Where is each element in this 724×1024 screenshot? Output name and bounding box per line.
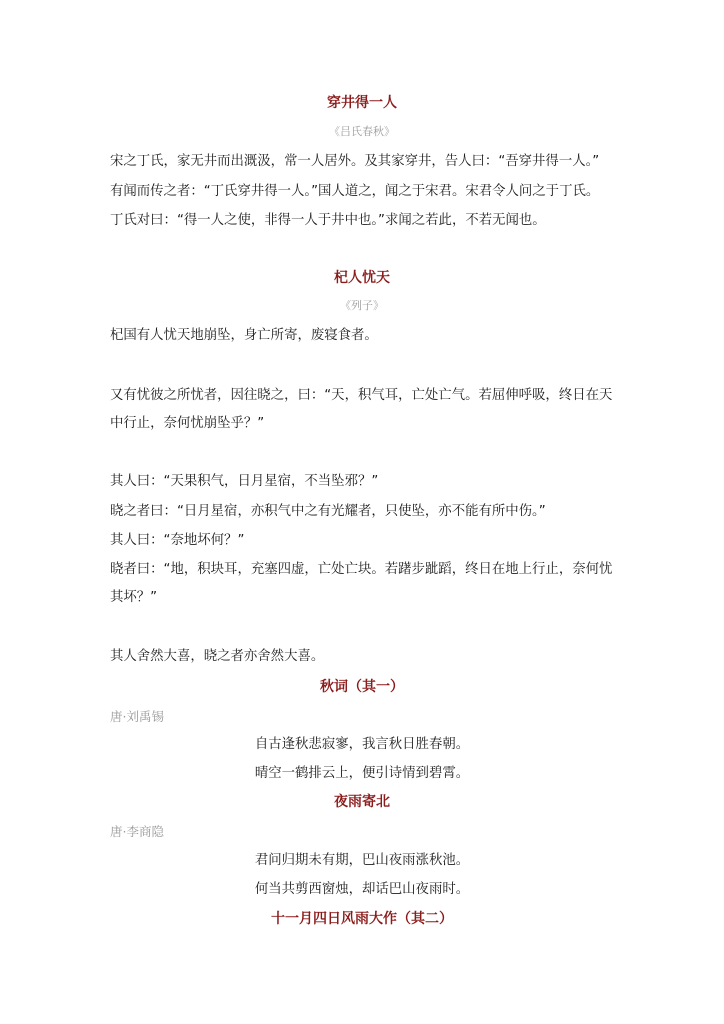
poem-verse: 晴空一鹤排云上，便引诗情到碧霄。 [254,766,470,781]
poem-title: 夜雨寄北 [334,794,390,810]
paragraph-line: 中行止，奈何忧崩坠乎？” [110,416,265,431]
poem-title: 秋词（其一） [320,679,404,695]
poem-author: 唐·刘禹锡 [110,709,164,724]
paragraph-line: 宋之丁氏，家无井而出溉汲，常一人居外。及其家穿井，告人曰：“吾穿井得一人。” [110,154,600,169]
paragraph-line: 晓者曰：“地，积块耳，充塞四虚，亡处亡块。若躇步跐蹈，终日在地上行止，奈何忧 [110,562,613,577]
poem-verse: 何当共剪西窗烛，却话巴山夜雨时。 [254,882,470,897]
poem-verse: 君问归期未有期，巴山夜雨涨秋池。 [254,853,470,868]
paragraph-line: 其坏？” [110,590,158,605]
section-title: 穿井得一人 [327,95,397,111]
paragraph-line: 其人舍然大喜，晓之者亦舍然大喜。 [110,649,325,664]
paragraph-line: 有闻而传之者：“丁氏穿井得一人。”国人道之，闻之于宋君。宋君令人问之于丁氏。 [110,184,600,199]
section-source: 《列子》 [340,299,384,312]
poem-author: 唐·李商隐 [110,824,164,839]
section-source: 《吕氏春秋》 [329,125,395,138]
poem-verse: 自古逢秋悲寂寥，我言秋日胜春朝。 [254,737,470,752]
paragraph-line: 晓之者曰：“日月星宿，亦积气中之有光耀者，只使坠，亦不能有所中伤。” [110,504,546,519]
poem-title: 十一月四日风雨大作（其二） [271,911,453,927]
section-title: 杞人忧天 [334,270,390,286]
paragraph-line: 杞国有人忧天地崩坠，身亡所寄，废寝食者。 [110,328,378,343]
paragraph-line: 丁氏对曰：“得一人之使，非得一人于井中也。”求闻之若此，不若无闻也。 [110,213,546,228]
paragraph-line: 其人曰：“天果积气，日月星宿，不当坠邪？” [110,474,379,489]
paragraph-line: 又有忧彼之所忧者，因往晓之，曰：“天，积气耳，亡处亡气。若屈伸呼吸，终日在天 [110,388,613,403]
paragraph-line: 其人曰：“奈地坏何？” [110,533,245,548]
